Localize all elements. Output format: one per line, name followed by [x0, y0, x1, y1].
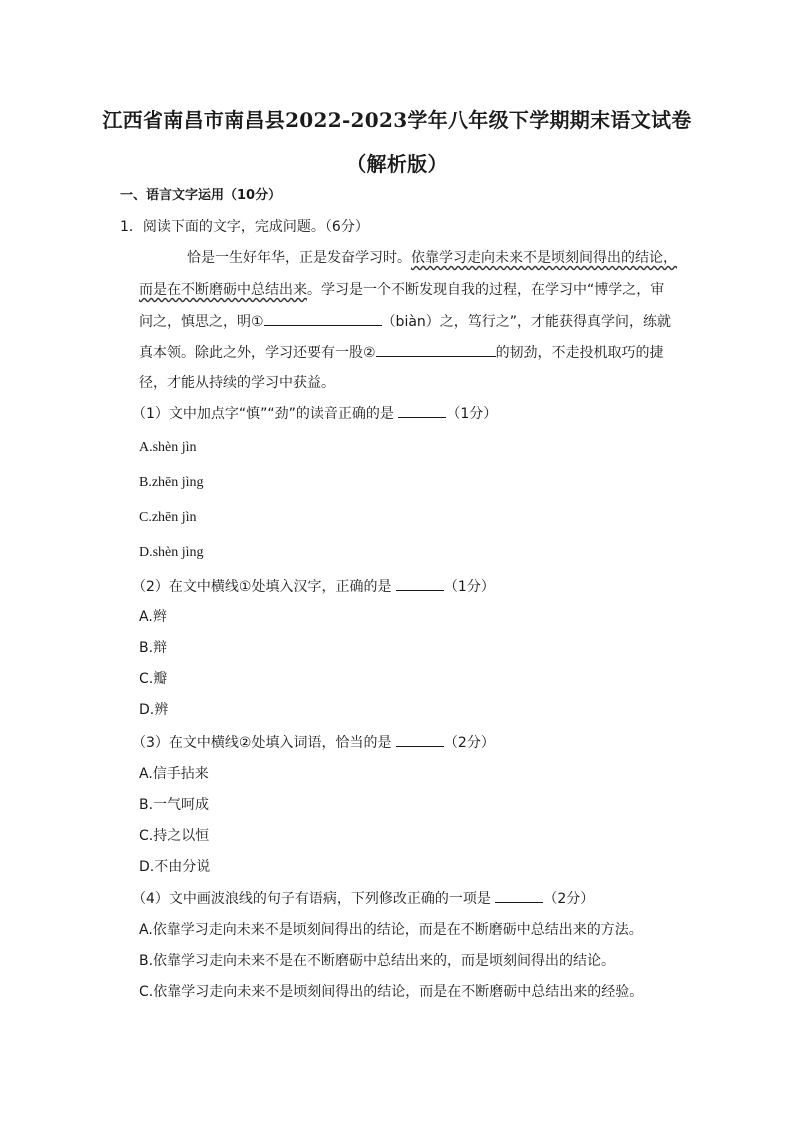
option-b[interactable]: B.辩 — [139, 640, 168, 656]
option-b[interactable]: B.zhēn jìng — [139, 475, 204, 490]
option-c[interactable]: C.持之以恒 — [139, 828, 210, 844]
passage-text: 真本领。除此之外，学习还要有一股② — [139, 345, 376, 361]
wavy-sentence-part2: 而是在不断磨砺中总结出来 — [139, 282, 307, 298]
subquestion-prompt: （4）文中画波浪线的句子有语病，下列修改正确的一项是 — [132, 891, 491, 907]
blank-1[interactable] — [264, 311, 382, 326]
passage-line-1 — [187, 248, 677, 268]
question-stem: 1．阅读下面的文字，完成问题。（6分） — [120, 219, 369, 235]
subquestion-score: （1分） — [443, 579, 495, 595]
option-c[interactable]: C.zhēn jìn — [139, 510, 197, 525]
subquestion-1 — [132, 403, 497, 424]
option-a[interactable]: A.辫 — [139, 609, 167, 625]
passage-text: 的韧劲，不走投机取巧的捷 — [495, 345, 664, 361]
subquestion-score: （1分） — [446, 406, 498, 422]
option-d[interactable]: D.辨 — [139, 702, 169, 718]
passage-text: 。学习是一个不断发现自我的过程，在学习中“博学之，审 — [307, 282, 665, 298]
subquestion-4 — [132, 888, 594, 909]
option-d[interactable]: D.shèn jìng — [139, 545, 204, 560]
passage-text: 恰是一生好年华，正是发奋学习时。 — [187, 250, 411, 266]
subquestion-2 — [132, 576, 495, 597]
option-b[interactable]: B.依靠学习走向未来不是在不断磨砺中总结出来的，而是顷刻间得出的结论。 — [139, 953, 616, 969]
subquestion-prompt: （3）在文中横线②处填入词语，恰当的是 — [132, 735, 392, 751]
wavy-sentence-part1: 依靠学习走向未来不是顷刻间得出的结论， — [411, 250, 677, 266]
subquestion-prompt: （1）文中加点字“慎”“劲”的读音正确的是 — [132, 406, 394, 422]
option-d[interactable]: D.不由分说 — [139, 859, 211, 875]
option-b[interactable]: B.一气呵成 — [139, 797, 210, 813]
answer-blank[interactable] — [495, 888, 543, 903]
page-title: 江西省南昌市南昌县2022-2023学年八年级下学期期末语文试卷 — [102, 108, 692, 132]
passage-line-2 — [139, 280, 664, 300]
subquestion-score: （2分） — [443, 735, 495, 751]
passage-line-4 — [139, 342, 664, 363]
option-c[interactable]: C.瓣 — [139, 671, 168, 687]
option-a[interactable]: A.shèn jìn — [139, 440, 197, 455]
answer-blank[interactable] — [398, 403, 446, 418]
subquestion-score: （2分） — [543, 891, 595, 907]
option-c[interactable]: C.依靠学习走向未来不是顷刻间得出的结论，而是在不断磨砺中总结出来的经验。 — [139, 984, 644, 1000]
subquestion-3 — [132, 732, 495, 753]
subquestion-prompt: （2）在文中横线①处填入汉字，正确的是 — [132, 579, 392, 595]
passage-text: 问之，慎思之，明① — [139, 314, 264, 330]
page-subtitle: （解析版） — [346, 152, 448, 176]
passage-line-5: 径，才能从持续的学习中获益。 — [139, 375, 335, 391]
option-a[interactable]: A.信手拈来 — [139, 766, 209, 782]
passage-line-3 — [139, 311, 671, 332]
answer-blank[interactable] — [396, 732, 444, 747]
option-a[interactable]: A.依靠学习走向未来不是顷刻间得出的结论，而是在不断磨砺中总结出来的方法。 — [139, 922, 643, 938]
answer-blank[interactable] — [396, 576, 444, 591]
passage-text: （biàn）之，笃行之”，才能获得真学问，练就 — [381, 314, 672, 330]
section-heading: 一、语言文字运用（10分） — [120, 188, 282, 203]
blank-2[interactable] — [376, 342, 496, 357]
